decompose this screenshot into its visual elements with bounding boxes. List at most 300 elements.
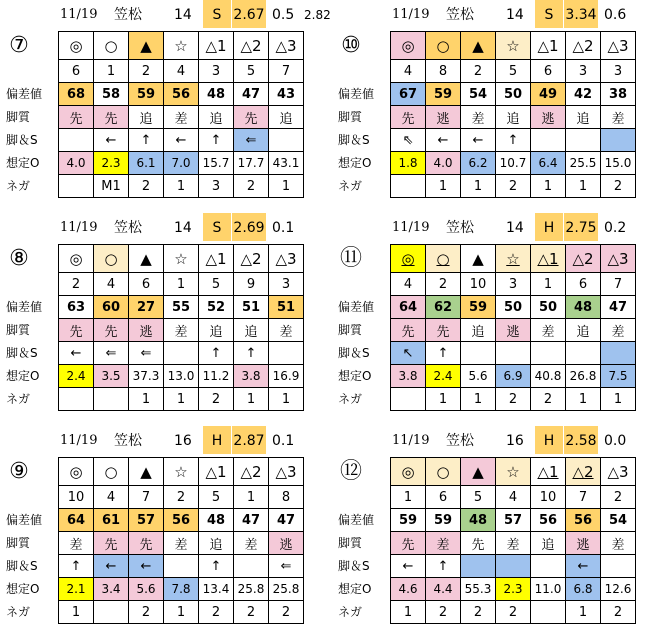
leg-s-cell: ← <box>129 555 164 578</box>
deviation-cell: 42 <box>566 83 601 106</box>
horse-number-cell: 5 <box>234 60 269 83</box>
running-style-cell: 逃 <box>496 319 531 342</box>
horse-number-cell: 6 <box>59 60 94 83</box>
deviation-cell: 27 <box>129 296 164 319</box>
negative-cell: 2 <box>426 601 461 624</box>
leg-s-cell: ⇐ <box>94 342 129 365</box>
running-style-cell: 差 <box>269 319 304 342</box>
leg-s-cell: ⇐ <box>234 129 269 152</box>
race-panel-11 <box>332 213 664 423</box>
mark-cell: ▲ <box>461 32 496 60</box>
running-style-cell: 先 <box>94 106 129 129</box>
odds-row <box>391 365 636 388</box>
race-header <box>332 0 664 28</box>
running-style-cell: 先 <box>426 319 461 342</box>
negative-cell: 2 <box>496 388 531 411</box>
arrow-row <box>391 129 636 152</box>
running-style-cell: 差 <box>164 319 199 342</box>
horse-number-cell: 10 <box>59 486 94 509</box>
extra-value: 0.6 <box>604 7 627 23</box>
deviation-cell: 56 <box>566 509 601 532</box>
horse-row <box>391 486 636 509</box>
running-style-cell: 追 <box>234 319 269 342</box>
expected-odds-cell: 2.4 <box>59 365 94 388</box>
horse-row <box>59 273 304 296</box>
negative-cell: 2 <box>601 175 636 198</box>
leg-s-cell: ⇐ <box>269 555 304 578</box>
score-badge: 2.58 <box>564 426 598 454</box>
row-label: 偏差値 <box>338 87 375 101</box>
race-header <box>0 426 332 454</box>
mark-cell: △2 <box>234 458 269 486</box>
prediction-grid <box>390 457 636 624</box>
running-style-cell: 差 <box>531 319 566 342</box>
expected-odds-cell: 4.4 <box>426 578 461 601</box>
row-label: 偏差値 <box>6 300 43 314</box>
leg-s-cell <box>164 342 199 365</box>
row-label: ネガ <box>338 392 363 406</box>
nega-row <box>59 388 304 411</box>
deviation-cell: 47 <box>269 509 304 532</box>
deviation-cell: 54 <box>461 83 496 106</box>
mark-row <box>391 32 636 60</box>
row-label: 想定O <box>338 582 372 596</box>
row-label: 脚＆S <box>338 559 370 573</box>
deviation-cell: 47 <box>234 509 269 532</box>
horse-number-cell: 4 <box>391 60 426 83</box>
leg-s-cell: ⇖ <box>391 129 426 152</box>
horse-number-cell: 3 <box>496 273 531 296</box>
deviation-cell: 47 <box>234 83 269 106</box>
running-style-cell: 先 <box>59 319 94 342</box>
mark-cell: △1 <box>199 32 234 60</box>
extra-value: 0.1 <box>272 220 295 236</box>
runner-count: 16 <box>174 433 192 449</box>
extra-value: 0.5 <box>272 7 295 23</box>
odds-row <box>59 365 304 388</box>
expected-odds-cell: 13.4 <box>199 578 234 601</box>
row-label: ネガ <box>6 392 31 406</box>
odds-row <box>59 152 304 175</box>
mark-cell: ☆ <box>496 458 531 486</box>
row-label: 偏差値 <box>6 87 43 101</box>
running-style-cell: 逃 <box>566 532 601 555</box>
expected-odds-cell: 6.4 <box>531 152 566 175</box>
venue: 笠松 <box>114 220 142 236</box>
extra-value: 0.2 <box>604 220 627 236</box>
race-header <box>0 0 332 28</box>
odds-row <box>391 152 636 175</box>
running-style-cell: 逃 <box>269 532 304 555</box>
leg-s-cell <box>566 342 601 365</box>
race-header <box>332 213 664 241</box>
negative-cell: 1 <box>164 601 199 624</box>
mark-row <box>59 245 304 273</box>
leg-s-cell <box>601 129 636 152</box>
negative-cell: 1 <box>566 175 601 198</box>
deviation-cell: 52 <box>199 296 234 319</box>
leg-s-cell: ← <box>461 129 496 152</box>
expected-odds-cell: 10.7 <box>496 152 531 175</box>
row-label: 脚＆S <box>338 133 370 147</box>
negative-cell: 1 <box>461 175 496 198</box>
arrow-row <box>59 555 304 578</box>
deviation-cell: 49 <box>531 83 566 106</box>
mark-row <box>59 458 304 486</box>
leg-s-cell <box>461 342 496 365</box>
expected-odds-cell: 3.4 <box>94 578 129 601</box>
prediction-grid <box>390 244 636 411</box>
style-row <box>59 319 304 342</box>
style-row <box>59 532 304 555</box>
horse-number-cell: 6 <box>129 273 164 296</box>
row-label: 想定O <box>6 582 40 596</box>
horse-number-cell: 5 <box>496 60 531 83</box>
horse-number-cell: 9 <box>234 273 269 296</box>
mark-cell: ○ <box>94 245 129 273</box>
running-style-cell: 差 <box>164 532 199 555</box>
mark-cell: ☆ <box>164 458 199 486</box>
running-style-cell: 先 <box>391 106 426 129</box>
expected-odds-cell: 5.6 <box>129 578 164 601</box>
mark-row <box>391 245 636 273</box>
row-label: 脚＆S <box>338 346 370 360</box>
expected-odds-cell: 2.1 <box>59 578 94 601</box>
negative-cell: 1 <box>234 388 269 411</box>
running-style-cell: 追 <box>199 532 234 555</box>
mark-cell: ○ <box>426 458 461 486</box>
negative-cell: 3 <box>199 175 234 198</box>
mark-cell: ▲ <box>129 245 164 273</box>
race-number: ⑩ <box>338 33 364 59</box>
horse-number-cell: 7 <box>129 486 164 509</box>
deviation-cell: 56 <box>164 509 199 532</box>
negative-cell: 2 <box>269 601 304 624</box>
grade-badge: H <box>203 426 231 454</box>
running-style-cell: 追 <box>129 106 164 129</box>
venue: 笠松 <box>114 433 142 449</box>
mark-cell: ☆ <box>496 32 531 60</box>
runner-count: 14 <box>506 7 524 23</box>
deviation-cell: 57 <box>129 509 164 532</box>
extra-value: 0.0 <box>604 433 627 449</box>
running-style-cell: 差 <box>601 319 636 342</box>
expected-odds-cell: 6.8 <box>566 578 601 601</box>
expected-odds-cell: 4.6 <box>391 578 426 601</box>
negative-cell <box>59 388 94 411</box>
expected-odds-cell: 5.6 <box>461 365 496 388</box>
negative-cell: 2 <box>601 601 636 624</box>
race-panel-8 <box>0 213 332 423</box>
score-badge: 3.34 <box>564 0 598 28</box>
mark-cell: △1 <box>531 458 566 486</box>
horse-number-cell: 4 <box>496 486 531 509</box>
horse-number-cell: 4 <box>94 273 129 296</box>
style-row <box>391 319 636 342</box>
leg-s-cell: ↑ <box>129 129 164 152</box>
negative-cell: 2 <box>129 601 164 624</box>
row-label: 偏差値 <box>338 513 375 527</box>
style-row <box>59 106 304 129</box>
running-style-cell: 差 <box>234 532 269 555</box>
running-style-cell: 差 <box>461 106 496 129</box>
horse-number-cell: 8 <box>426 60 461 83</box>
row-label: ネガ <box>6 179 31 193</box>
deviation-cell: 38 <box>601 83 636 106</box>
negative-cell: 2 <box>496 601 531 624</box>
dev-row <box>391 509 636 532</box>
mark-cell: ○ <box>426 32 461 60</box>
leg-s-cell <box>461 555 496 578</box>
mark-cell: ▲ <box>461 245 496 273</box>
expected-odds-cell: 15.7 <box>199 152 234 175</box>
expected-odds-cell: 4.0 <box>59 152 94 175</box>
expected-odds-cell: 16.9 <box>269 365 304 388</box>
row-label: 想定O <box>338 156 372 170</box>
running-style-cell: 先 <box>59 106 94 129</box>
negative-cell <box>391 388 426 411</box>
negative-cell: 2 <box>234 601 269 624</box>
expected-odds-cell: 7.5 <box>601 365 636 388</box>
leg-s-cell: ← <box>566 555 601 578</box>
mark-cell: △3 <box>601 32 636 60</box>
deviation-cell: 58 <box>94 83 129 106</box>
mark-cell: △2 <box>566 458 601 486</box>
horse-number-cell: 1 <box>531 273 566 296</box>
dev-row <box>59 509 304 532</box>
venue: 笠松 <box>114 7 142 23</box>
mark-cell: ▲ <box>461 458 496 486</box>
deviation-cell: 57 <box>496 509 531 532</box>
expected-odds-cell: 3.8 <box>234 365 269 388</box>
race-header <box>332 426 664 454</box>
negative-cell: 1 <box>269 175 304 198</box>
venue: 笠松 <box>446 433 474 449</box>
horse-number-cell: 2 <box>426 273 461 296</box>
negative-cell: 2 <box>461 601 496 624</box>
leg-s-cell <box>234 555 269 578</box>
mark-cell: ◎ <box>59 458 94 486</box>
mark-cell: ◎ <box>391 32 426 60</box>
leg-s-cell <box>269 129 304 152</box>
row-label: ネガ <box>338 605 363 619</box>
horse-row <box>59 60 304 83</box>
leg-s-cell: ↖ <box>391 342 426 365</box>
deviation-cell: 43 <box>269 83 304 106</box>
grade-badge: H <box>535 213 563 241</box>
horse-number-cell: 8 <box>269 486 304 509</box>
expected-odds-cell: 6.1 <box>129 152 164 175</box>
expected-odds-cell: 12.6 <box>601 578 636 601</box>
horse-number-cell: 2 <box>59 273 94 296</box>
expected-odds-cell: 25.8 <box>234 578 269 601</box>
deviation-cell: 48 <box>199 509 234 532</box>
row-label: 偏差値 <box>338 300 375 314</box>
horse-number-cell: 1 <box>164 273 199 296</box>
running-style-cell: 追 <box>496 106 531 129</box>
deviation-cell: 51 <box>234 296 269 319</box>
mark-cell: ○ <box>94 458 129 486</box>
leg-s-cell: ← <box>426 129 461 152</box>
mark-cell: △1 <box>199 458 234 486</box>
expected-odds-cell: 40.8 <box>531 365 566 388</box>
dev-row <box>391 83 636 106</box>
negative-cell: 1 <box>129 388 164 411</box>
negative-cell <box>391 175 426 198</box>
horse-number-cell: 10 <box>531 486 566 509</box>
mark-cell: △1 <box>531 245 566 273</box>
negative-cell: 1 <box>164 388 199 411</box>
horse-row <box>391 60 636 83</box>
deviation-cell: 63 <box>59 296 94 319</box>
deviation-cell: 59 <box>426 83 461 106</box>
running-style-cell: 差 <box>426 532 461 555</box>
deviation-cell: 50 <box>496 296 531 319</box>
running-style-cell: 差 <box>164 106 199 129</box>
negative-cell <box>59 175 94 198</box>
leg-s-cell: ↑ <box>426 555 461 578</box>
mark-row <box>391 458 636 486</box>
expected-odds-cell: 2.3 <box>496 578 531 601</box>
dev-row <box>59 296 304 319</box>
expected-odds-cell: 3.8 <box>391 365 426 388</box>
deviation-cell: 59 <box>461 296 496 319</box>
expected-odds-cell: 25.8 <box>269 578 304 601</box>
expected-odds-cell: 15.0 <box>601 152 636 175</box>
arrow-row <box>59 342 304 365</box>
leg-s-cell: ↑ <box>199 129 234 152</box>
deviation-cell: 56 <box>164 83 199 106</box>
row-label: 脚＆S <box>6 346 38 360</box>
nega-row <box>59 175 304 198</box>
horse-number-cell: 6 <box>531 60 566 83</box>
race-number: ⑫ <box>339 459 362 484</box>
negative-cell: 1 <box>426 388 461 411</box>
horse-number-cell: 1 <box>94 60 129 83</box>
mark-cell: △3 <box>269 458 304 486</box>
horse-number-cell: 7 <box>566 486 601 509</box>
horse-number-cell: 10 <box>461 273 496 296</box>
expected-odds-cell: 25.5 <box>566 152 601 175</box>
row-label: 脚＆S <box>6 133 38 147</box>
running-style-cell: 逃 <box>129 319 164 342</box>
running-style-cell: 追 <box>566 319 601 342</box>
mark-cell: ○ <box>94 32 129 60</box>
negative-cell <box>531 601 566 624</box>
mark-cell: △2 <box>234 245 269 273</box>
negative-cell: 2 <box>199 601 234 624</box>
running-style-cell: 先 <box>94 319 129 342</box>
mark-cell: ◎ <box>59 32 94 60</box>
nega-row <box>391 175 636 198</box>
grade-badge: S <box>203 0 231 28</box>
runner-count: 14 <box>174 220 192 236</box>
race-number: ⑧ <box>6 246 32 272</box>
negative-cell: 1 <box>164 175 199 198</box>
horse-number-cell: 4 <box>94 486 129 509</box>
running-style-cell: 追 <box>461 319 496 342</box>
horse-number-cell: 5 <box>199 273 234 296</box>
horse-number-cell: 6 <box>566 273 601 296</box>
leg-s-cell <box>496 342 531 365</box>
race-number: ⑦ <box>6 33 32 59</box>
arrow-row <box>59 129 304 152</box>
mark-cell: ☆ <box>496 245 531 273</box>
leg-s-cell: ↑ <box>234 342 269 365</box>
style-row <box>391 106 636 129</box>
row-label: 想定O <box>338 369 372 383</box>
negative-cell: 1 <box>269 388 304 411</box>
leg-s-cell <box>59 129 94 152</box>
negative-cell: 1 <box>391 601 426 624</box>
nega-row <box>391 388 636 411</box>
negative-cell: 2 <box>531 388 566 411</box>
mark-cell: △3 <box>269 245 304 273</box>
mark-cell: △1 <box>199 245 234 273</box>
deviation-cell: 55 <box>164 296 199 319</box>
running-style-cell: 追 <box>531 532 566 555</box>
row-label: 脚＆S <box>6 559 38 573</box>
leg-s-cell: ↑ <box>59 555 94 578</box>
deviation-cell: 48 <box>199 83 234 106</box>
running-style-cell: 先 <box>129 532 164 555</box>
expected-odds-cell: 55.3 <box>461 578 496 601</box>
expected-odds-cell: 43.1 <box>269 152 304 175</box>
row-label: 偏差値 <box>6 513 43 527</box>
deviation-cell: 59 <box>391 509 426 532</box>
expected-odds-cell: 7.8 <box>164 578 199 601</box>
horse-row <box>59 486 304 509</box>
leg-s-cell: ↑ <box>496 129 531 152</box>
mark-cell: △3 <box>269 32 304 60</box>
leg-s-cell <box>496 555 531 578</box>
negative-cell: 1 <box>566 601 601 624</box>
nega-row <box>59 601 304 624</box>
expected-odds-cell: 11.2 <box>199 365 234 388</box>
style-row <box>391 532 636 555</box>
dev-row <box>59 83 304 106</box>
leg-s-cell <box>601 555 636 578</box>
grade-badge: H <box>535 426 563 454</box>
deviation-cell: 64 <box>391 296 426 319</box>
row-label: 脚質 <box>338 536 363 550</box>
leg-s-cell <box>531 129 566 152</box>
mark-cell: ○ <box>426 245 461 273</box>
mark-cell: △2 <box>566 245 601 273</box>
score-badge: 2.69 <box>232 213 266 241</box>
horse-number-cell: 3 <box>566 60 601 83</box>
venue: 笠松 <box>446 7 474 23</box>
mark-cell: △2 <box>566 32 601 60</box>
negative-cell: M1 <box>94 175 129 198</box>
mark-cell: ◎ <box>391 458 426 486</box>
row-label: 脚質 <box>338 110 363 124</box>
prediction-grid <box>58 31 304 198</box>
running-style-cell: 先 <box>391 319 426 342</box>
horse-number-cell: 2 <box>461 60 496 83</box>
running-style-cell: 追 <box>199 106 234 129</box>
negative-cell: 1 <box>59 601 94 624</box>
mark-cell: ☆ <box>164 245 199 273</box>
deviation-cell: 61 <box>94 509 129 532</box>
leg-s-cell: ← <box>164 129 199 152</box>
running-style-cell: 追 <box>269 106 304 129</box>
negative-cell: 2 <box>199 388 234 411</box>
deviation-cell: 48 <box>566 296 601 319</box>
horse-number-cell: 5 <box>199 486 234 509</box>
horse-number-cell: 3 <box>601 60 636 83</box>
mark-cell: △1 <box>531 32 566 60</box>
